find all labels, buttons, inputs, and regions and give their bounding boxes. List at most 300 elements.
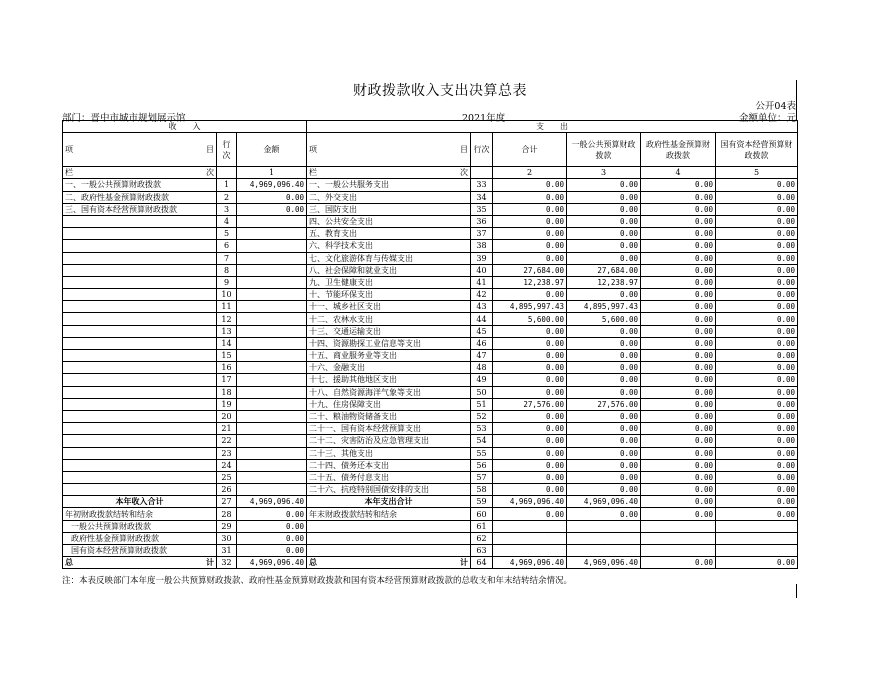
income-row-no: 2 xyxy=(217,191,237,203)
income-row-no: 19 xyxy=(217,398,237,410)
income-row-no: 7 xyxy=(217,252,237,264)
expense-general-budget: 0.00 xyxy=(567,459,641,471)
income-item xyxy=(63,252,217,264)
expense-state-capital: 0.00 xyxy=(716,484,798,496)
expense-general-budget: 0.00 xyxy=(567,203,641,215)
expense-row-no: 61 xyxy=(471,520,493,532)
income-row-no: 32 xyxy=(217,557,237,569)
expense-general-budget: 0.00 xyxy=(567,191,641,203)
expense-general-budget: 0.00 xyxy=(567,252,641,264)
expense-total: 0.00 xyxy=(493,191,567,203)
expense-total: 0.00 xyxy=(493,203,567,215)
income-row-no: 30 xyxy=(217,532,237,544)
expense-state-capital: 0.00 xyxy=(716,179,798,191)
expense-total: 0.00 xyxy=(493,508,567,520)
amount-unit: 金额单位：元 xyxy=(738,113,796,124)
income-amount xyxy=(237,447,307,459)
expense-general-budget: 0.00 xyxy=(567,508,641,520)
income-amount xyxy=(237,228,307,240)
income-row-no: 26 xyxy=(217,484,237,496)
expense-total: 27,576.00 xyxy=(493,398,567,410)
expense-column-index-label: 栏 次 xyxy=(307,167,471,179)
income-section-header: 收 入 xyxy=(63,121,307,133)
income-item xyxy=(63,362,217,374)
income-row-no: 25 xyxy=(217,471,237,483)
expense-row-no: 33 xyxy=(471,179,493,191)
income-row-no-header: 行次 xyxy=(217,133,237,167)
income-item: 一、一般公共预算财政拨款 xyxy=(63,179,217,191)
income-amount: 4,969,096.40 xyxy=(237,496,307,508)
right-margin-line-bottom xyxy=(796,584,797,598)
expense-gov-fund: 0.00 xyxy=(641,191,716,203)
expense-state-capital: 0.00 xyxy=(716,374,798,386)
income-amount: 0.00 xyxy=(237,532,307,544)
expense-item: 十九、住房保障支出 xyxy=(307,398,471,410)
expense-general-budget: 4,895,997.43 xyxy=(567,301,641,313)
expense-gov-fund: 0.00 xyxy=(641,471,716,483)
income-item xyxy=(63,350,217,362)
table-row xyxy=(63,252,798,264)
expense-item: 二、外交支出 xyxy=(307,191,471,203)
income-item xyxy=(63,301,217,313)
expense-gov-fund: 0.00 xyxy=(641,374,716,386)
table-row xyxy=(63,398,798,410)
grand-total-row xyxy=(63,557,798,569)
income-item xyxy=(63,386,217,398)
expense-total: 4,895,997.43 xyxy=(493,301,567,313)
income-amount: 0.00 xyxy=(237,508,307,520)
state-capital-header: 国有资本经营预算财政拨款 xyxy=(716,133,798,167)
income-amount: 0.00 xyxy=(237,191,307,203)
expense-row-no: 44 xyxy=(471,313,493,325)
expense-general-budget: 0.00 xyxy=(567,325,641,337)
expense-row-no: 35 xyxy=(471,203,493,215)
expense-general-budget: 0.00 xyxy=(567,228,641,240)
expense-row-no: 38 xyxy=(471,240,493,252)
expense-gov-fund: 0.00 xyxy=(641,264,716,276)
income-row-no: 8 xyxy=(217,264,237,276)
expense-total: 0.00 xyxy=(493,215,567,227)
expense-gov-fund: 0.00 xyxy=(641,313,716,325)
expense-state-capital: 0.00 xyxy=(716,350,798,362)
income-amount: 0.00 xyxy=(237,203,307,215)
col-index-2: 2 xyxy=(493,167,567,179)
income-item: 政府性基金预算财政拨款 xyxy=(63,532,217,544)
expense-general-budget: 0.00 xyxy=(567,386,641,398)
expense-total: 4,969,096.40 xyxy=(493,557,567,569)
expense-item: 二十五、债务付息支出 xyxy=(307,471,471,483)
expense-gov-fund: 0.00 xyxy=(641,252,716,264)
col-index-1: 1 xyxy=(237,167,307,179)
income-item: 本年收入合计 xyxy=(63,496,217,508)
expense-general-budget: 0.00 xyxy=(567,179,641,191)
expense-total: 0.00 xyxy=(493,252,567,264)
expense-gov-fund xyxy=(641,545,716,557)
column-header-row xyxy=(63,133,798,167)
expense-row-no: 49 xyxy=(471,374,493,386)
expense-item: 二十四、债务还本支出 xyxy=(307,459,471,471)
expense-item: 五、教育支出 xyxy=(307,228,471,240)
expense-total: 0.00 xyxy=(493,337,567,349)
expense-item xyxy=(307,532,471,544)
expense-total: 0.00 xyxy=(493,179,567,191)
expense-item: 十六、金融支出 xyxy=(307,362,471,374)
expense-item: 六、科学技术支出 xyxy=(307,240,471,252)
income-amount: 0.00 xyxy=(237,545,307,557)
income-item xyxy=(63,435,217,447)
income-item: 年初财政拨款结转和结余 xyxy=(63,508,217,520)
expense-state-capital: 0.00 xyxy=(716,447,798,459)
expense-item: 十四、资源勘探工业信息等支出 xyxy=(307,337,471,349)
budget-table xyxy=(62,120,798,569)
expense-row-no: 51 xyxy=(471,398,493,410)
expense-general-budget: 0.00 xyxy=(567,484,641,496)
income-row-no: 5 xyxy=(217,228,237,240)
expense-row-no: 57 xyxy=(471,471,493,483)
income-item xyxy=(63,471,217,483)
expense-general-budget: 27,576.00 xyxy=(567,398,641,410)
expense-gov-fund: 0.00 xyxy=(641,325,716,337)
expense-gov-fund xyxy=(641,520,716,532)
table-row xyxy=(63,471,798,483)
income-item xyxy=(63,459,217,471)
carryover-row xyxy=(63,520,798,532)
expense-gov-fund: 0.00 xyxy=(641,557,716,569)
income-row-no: 17 xyxy=(217,374,237,386)
income-column-index-label: 栏 次 xyxy=(63,167,217,179)
income-row-no: 29 xyxy=(217,520,237,532)
expense-total: 0.00 xyxy=(493,289,567,301)
total-header: 合计 xyxy=(493,133,567,167)
income-amount xyxy=(237,264,307,276)
expense-item: 二十一、国有资本经营预算支出 xyxy=(307,423,471,435)
expense-gov-fund: 0.00 xyxy=(641,203,716,215)
expense-total xyxy=(493,520,567,532)
expense-general-budget: 0.00 xyxy=(567,471,641,483)
expense-row-no: 48 xyxy=(471,362,493,374)
income-amount xyxy=(237,435,307,447)
income-amount xyxy=(237,386,307,398)
expense-row-no: 41 xyxy=(471,276,493,288)
expense-item: 八、社会保障和就业支出 xyxy=(307,264,471,276)
expense-section-header: 支 出 xyxy=(307,121,798,133)
income-row-no-blank xyxy=(217,167,237,179)
income-item: 一般公共预算财政拨款 xyxy=(63,520,217,532)
expense-row-no: 45 xyxy=(471,325,493,337)
form-code: 公开04表 xyxy=(755,101,796,112)
expense-state-capital: 0.00 xyxy=(716,362,798,374)
expense-row-no: 39 xyxy=(471,252,493,264)
col-index-4: 4 xyxy=(641,167,716,179)
expense-general-budget: 0.00 xyxy=(567,374,641,386)
expense-item: 一、一般公共服务支出 xyxy=(307,179,471,191)
expense-total-char-2: 计 xyxy=(460,557,469,568)
expense-gov-fund: 0.00 xyxy=(641,423,716,435)
expense-state-capital: 0.00 xyxy=(716,508,798,520)
expense-row-no: 47 xyxy=(471,350,493,362)
expense-gov-fund: 0.00 xyxy=(641,350,716,362)
income-amount xyxy=(237,459,307,471)
expense-gov-fund: 0.00 xyxy=(641,301,716,313)
table-row xyxy=(63,179,798,191)
expense-state-capital: 0.00 xyxy=(716,203,798,215)
expense-total-char-1: 总 xyxy=(309,557,318,568)
expense-row-no: 42 xyxy=(471,289,493,301)
income-amount xyxy=(237,374,307,386)
income-row-no: 12 xyxy=(217,313,237,325)
expense-state-capital: 0.00 xyxy=(716,496,798,508)
income-item xyxy=(63,325,217,337)
expense-item: 十五、商业服务业等支出 xyxy=(307,350,471,362)
expense-gov-fund: 0.00 xyxy=(641,215,716,227)
expense-item: 本年支出合计 xyxy=(307,496,471,508)
expense-gov-fund: 0.00 xyxy=(641,276,716,288)
income-row-no: 22 xyxy=(217,435,237,447)
income-item xyxy=(63,337,217,349)
income-item xyxy=(63,374,217,386)
expense-row-no: 54 xyxy=(471,435,493,447)
expense-total: 0.00 xyxy=(493,435,567,447)
table-row xyxy=(63,447,798,459)
expense-row-no: 43 xyxy=(471,301,493,313)
expense-gov-fund: 0.00 xyxy=(641,337,716,349)
table-row xyxy=(63,484,798,496)
income-amount xyxy=(237,337,307,349)
expense-row-no-header: 行次 xyxy=(471,133,493,167)
expense-item: 二十三、其他支出 xyxy=(307,447,471,459)
income-row-no: 1 xyxy=(217,179,237,191)
income-row-no: 23 xyxy=(217,447,237,459)
income-row-no: 31 xyxy=(217,545,237,557)
table-row xyxy=(63,374,798,386)
income-amount xyxy=(237,301,307,313)
income-item xyxy=(63,484,217,496)
table-row xyxy=(63,264,798,276)
expense-total: 0.00 xyxy=(493,410,567,422)
table-row xyxy=(63,362,798,374)
expense-total: 0.00 xyxy=(493,374,567,386)
income-row-no: 15 xyxy=(217,350,237,362)
expense-general-budget: 4,969,096.40 xyxy=(567,557,641,569)
income-row-no: 3 xyxy=(217,203,237,215)
expense-general-budget: 0.00 xyxy=(567,289,641,301)
income-amount xyxy=(237,423,307,435)
income-amount xyxy=(237,313,307,325)
expense-total: 27,684.00 xyxy=(493,264,567,276)
income-item xyxy=(63,264,217,276)
expense-gov-fund: 0.00 xyxy=(641,386,716,398)
expense-row-no: 55 xyxy=(471,447,493,459)
expense-general-budget xyxy=(567,520,641,532)
gov-fund-header: 政府性基金预算财政拨款 xyxy=(641,133,716,167)
report-title: 财政拨款收入支出决算总表 xyxy=(353,83,527,99)
income-item xyxy=(63,410,217,422)
expense-grand-total-label xyxy=(307,557,471,569)
expense-state-capital: 0.00 xyxy=(716,191,798,203)
income-amount: 0.00 xyxy=(237,520,307,532)
expense-general-budget: 0.00 xyxy=(567,337,641,349)
expense-row-no-blank xyxy=(471,167,493,179)
expense-item: 二十二、灾害防治及应急管理支出 xyxy=(307,435,471,447)
income-amount xyxy=(237,276,307,288)
expense-gov-fund: 0.00 xyxy=(641,228,716,240)
expense-item: 十一、城乡社区支出 xyxy=(307,301,471,313)
carryover-row xyxy=(63,532,798,544)
expense-total: 0.00 xyxy=(493,484,567,496)
column-index-row xyxy=(63,167,798,179)
expense-general-budget: 0.00 xyxy=(567,240,641,252)
expense-item: 年末财政拨款结转和结余 xyxy=(307,508,471,520)
table-row xyxy=(63,301,798,313)
expense-state-capital: 0.00 xyxy=(716,337,798,349)
expense-total: 0.00 xyxy=(493,240,567,252)
table-row xyxy=(63,203,798,215)
table-row xyxy=(63,325,798,337)
expense-general-budget: 5,600.00 xyxy=(567,313,641,325)
expense-total: 0.00 xyxy=(493,386,567,398)
income-item: 三、国有资本经营预算财政拨款 xyxy=(63,203,217,215)
expense-item xyxy=(307,545,471,557)
expense-state-capital: 0.00 xyxy=(716,240,798,252)
expense-row-no: 63 xyxy=(471,545,493,557)
income-row-no: 6 xyxy=(217,240,237,252)
expense-row-no: 56 xyxy=(471,459,493,471)
expense-gov-fund: 0.00 xyxy=(641,362,716,374)
income-amount xyxy=(237,484,307,496)
income-row-no: 20 xyxy=(217,410,237,422)
expense-total xyxy=(493,545,567,557)
carryover-row xyxy=(63,545,798,557)
expense-state-capital: 0.00 xyxy=(716,398,798,410)
table-row xyxy=(63,350,798,362)
expense-state-capital: 0.00 xyxy=(716,435,798,447)
expense-total: 5,600.00 xyxy=(493,313,567,325)
expense-item: 十八、自然资源海洋气象等支出 xyxy=(307,386,471,398)
income-amount-header: 金额 xyxy=(237,133,307,167)
expense-state-capital: 0.00 xyxy=(716,264,798,276)
expense-state-capital: 0.00 xyxy=(716,410,798,422)
expense-state-capital: 0.00 xyxy=(716,459,798,471)
expense-gov-fund: 0.00 xyxy=(641,410,716,422)
income-amount xyxy=(237,252,307,264)
expense-total: 0.00 xyxy=(493,423,567,435)
income-row-no: 24 xyxy=(217,459,237,471)
expense-general-budget: 0.00 xyxy=(567,350,641,362)
table-row xyxy=(63,459,798,471)
income-item xyxy=(63,289,217,301)
expense-row-no: 64 xyxy=(471,557,493,569)
income-row-no: 11 xyxy=(217,301,237,313)
income-item xyxy=(63,240,217,252)
income-item xyxy=(63,398,217,410)
expense-item: 十、节能环保支出 xyxy=(307,289,471,301)
income-amount xyxy=(237,289,307,301)
expense-state-capital: 0.00 xyxy=(716,252,798,264)
section-header-row xyxy=(63,121,798,133)
income-row-no: 13 xyxy=(217,325,237,337)
expense-gov-fund: 0.00 xyxy=(641,484,716,496)
income-row-no: 21 xyxy=(217,423,237,435)
expense-gov-fund: 0.00 xyxy=(641,496,716,508)
income-item xyxy=(63,276,217,288)
expense-total: 0.00 xyxy=(493,350,567,362)
table-row xyxy=(63,337,798,349)
table-row xyxy=(63,423,798,435)
expense-item: 十二、农林水支出 xyxy=(307,313,471,325)
fiscal-year: 2021年度 xyxy=(462,113,506,124)
expense-item: 四、公共安全支出 xyxy=(307,215,471,227)
income-amount xyxy=(237,362,307,374)
expense-general-budget: 27,684.00 xyxy=(567,264,641,276)
expense-total: 0.00 xyxy=(493,471,567,483)
income-amount xyxy=(237,350,307,362)
table-row xyxy=(63,289,798,301)
expense-row-no: 59 xyxy=(471,496,493,508)
expense-general-budget: 0.00 xyxy=(567,215,641,227)
income-item: 国有资本经营预算财政拨款 xyxy=(63,545,217,557)
expense-state-capital: 0.00 xyxy=(716,471,798,483)
income-amount: 4,969,096.40 xyxy=(237,557,307,569)
income-row-no: 16 xyxy=(217,362,237,374)
expense-row-no: 50 xyxy=(471,386,493,398)
expense-item xyxy=(307,520,471,532)
expense-general-budget xyxy=(567,545,641,557)
expense-general-budget: 12,238.97 xyxy=(567,276,641,288)
expense-general-budget xyxy=(567,532,641,544)
expense-state-capital xyxy=(716,532,798,544)
expense-gov-fund: 0.00 xyxy=(641,289,716,301)
expense-state-capital: 0.00 xyxy=(716,228,798,240)
table-row xyxy=(63,435,798,447)
expense-row-no: 34 xyxy=(471,191,493,203)
income-grand-total-label xyxy=(63,557,217,569)
table-row xyxy=(63,386,798,398)
expense-item-header: 项 目 xyxy=(307,133,471,167)
expense-row-no: 53 xyxy=(471,423,493,435)
income-amount xyxy=(237,215,307,227)
income-total-char-2: 计 xyxy=(206,557,214,568)
income-item xyxy=(63,423,217,435)
expense-total: 0.00 xyxy=(493,228,567,240)
table-row xyxy=(63,215,798,227)
col-index-3: 3 xyxy=(567,167,641,179)
expense-item: 二十、粮油物资储备支出 xyxy=(307,410,471,422)
income-total-char-1: 总 xyxy=(65,557,73,568)
expense-row-no: 46 xyxy=(471,337,493,349)
table-row xyxy=(63,228,798,240)
expense-total: 0.00 xyxy=(493,362,567,374)
expense-row-no: 60 xyxy=(471,508,493,520)
expense-gov-fund: 0.00 xyxy=(641,179,716,191)
expense-row-no: 62 xyxy=(471,532,493,544)
expense-row-no: 52 xyxy=(471,410,493,422)
expense-item: 十七、援助其他地区支出 xyxy=(307,374,471,386)
expense-item: 九、卫生健康支出 xyxy=(307,276,471,288)
expense-general-budget: 0.00 xyxy=(567,410,641,422)
expense-total: 4,969,096.40 xyxy=(493,496,567,508)
expense-row-no: 40 xyxy=(471,264,493,276)
expense-gov-fund: 0.00 xyxy=(641,447,716,459)
expense-row-no: 37 xyxy=(471,228,493,240)
annual-sum-row xyxy=(63,496,798,508)
table-row xyxy=(63,191,798,203)
expense-gov-fund xyxy=(641,532,716,544)
table-row xyxy=(63,276,798,288)
expense-state-capital: 0.00 xyxy=(716,289,798,301)
expense-total xyxy=(493,532,567,544)
expense-general-budget: 0.00 xyxy=(567,447,641,459)
expense-general-budget: 0.00 xyxy=(567,362,641,374)
